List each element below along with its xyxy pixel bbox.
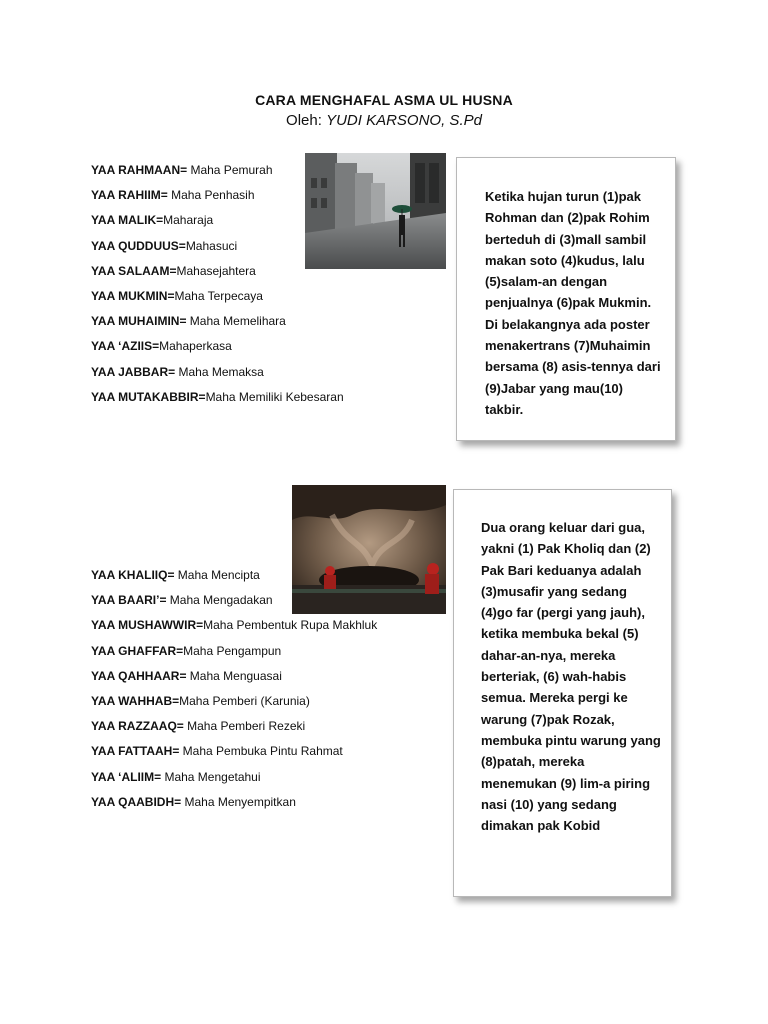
list-item: YAA MUHAIMIN= Maha Memelihara xyxy=(91,314,286,329)
list-item: YAA ‘AZIIS=Mahaperkasa xyxy=(91,339,232,354)
list-item: YAA QAABIDH= Maha Menyempitkan xyxy=(91,794,296,809)
list-item: YAA KHALIIQ= Maha Mencipta xyxy=(91,568,260,582)
story-card-2 xyxy=(453,489,672,897)
list-item: YAA MUSHAWWIR=Maha Pembentuk Rupa Makhluk xyxy=(91,618,378,633)
list-item: YAA QUDDUUS=Mahasuci xyxy=(91,238,238,253)
list-item: YAA RAHMAAN= Maha Pemurah xyxy=(91,163,273,177)
story-text-1: Ketika hujan turun (1)pak Rohman dan (2)pak Rohim berteduh di (3)mall sambil makan soto (4)kudus, lalu (5)salam-an dengan penjualnya (6)pak Mukmin. Di belakangnya ada poster menakertrans (7)Muhaimin bersama (8) asis-tennya dari (9)Jabar yang mau(10) takbir. xyxy=(485,189,661,417)
author-line xyxy=(0,112,768,129)
asma-list-2 xyxy=(91,567,377,819)
list-item: YAA RAZZAAQ= Maha Pemberi Rezeki xyxy=(91,719,306,734)
list-item: YAA FATTAAH= Maha Pembuka Pintu Rahmat xyxy=(91,744,343,759)
list-item: YAA MALIK=Maharaja xyxy=(91,213,214,228)
list-item: YAA WAHHAB=Maha Pemberi (Karunia) xyxy=(91,693,310,708)
list-item: YAA MUTAKABBIR=Maha Memiliki Kebesaran xyxy=(91,389,344,404)
list-item: YAA ‘ALIIM= Maha Mengetahui xyxy=(91,769,261,784)
document-title: CARA MENGHAFAL ASMA UL HUSNA xyxy=(255,92,513,108)
story-card-1 xyxy=(456,157,676,441)
list-item: YAA GHAFFAR=Maha Pengampun xyxy=(91,643,282,658)
list-item: YAA MUKMIN=Maha Terpecaya xyxy=(91,288,263,303)
rainy-street-photo xyxy=(305,153,446,269)
list-item: YAA BAARI’= Maha Mengadakan xyxy=(91,593,273,608)
list-item: YAA SALAAM=Mahasejahtera xyxy=(91,263,256,278)
story-text-2: Dua orang keluar dari gua, yakni (1) Pak Kholiq dan (2) Pak Bari keduanya adalah (3)musafir yang sedang (4)go far (pergi yang jauh), ketika membuka bekal (5) dahar-an-nya, mereka berteriak, (6) wah-habis semua. Mereka pergi ke warung (7)pak Rozak, membuka pintu warung yang (8)patah, mereka menemukan (9) lim-a piring nasi (10) yang sedang dimakan pak Kobid xyxy=(481,520,661,834)
list-item: YAA RAHIIM= Maha Penhasih xyxy=(91,188,255,203)
list-item: YAA JABBAR= Maha Memaksa xyxy=(91,364,264,379)
author-name: YUDI KARSONO, S.Pd xyxy=(326,112,482,129)
author-prefix: Oleh: xyxy=(286,112,322,129)
list-item: YAA QAHHAAR= Maha Menguasai xyxy=(91,668,282,683)
